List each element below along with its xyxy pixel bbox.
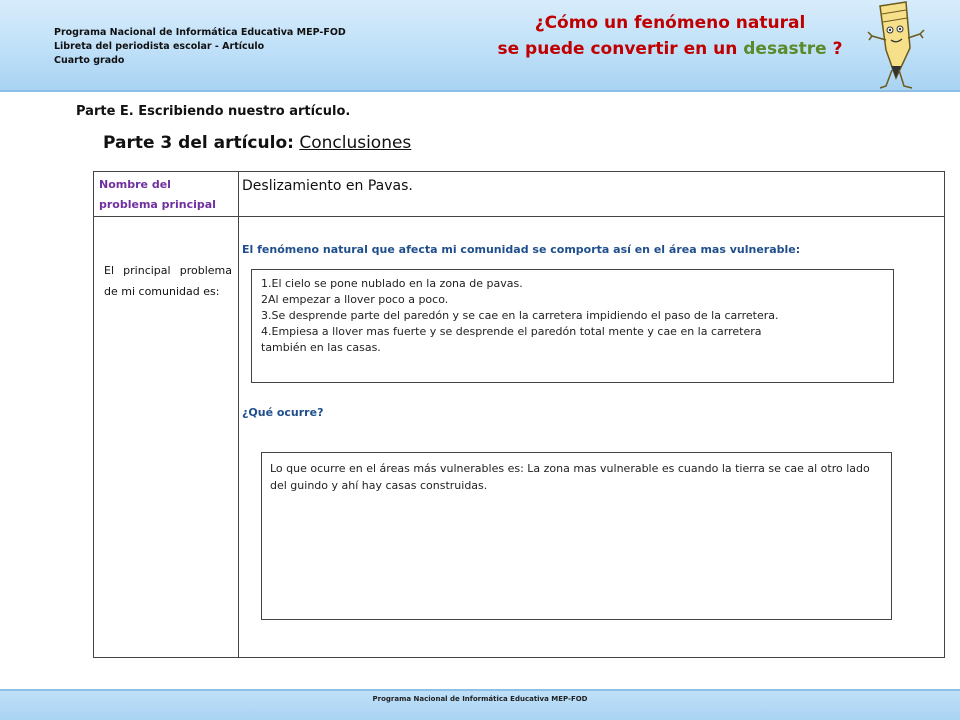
part3-label: Parte 3 del artículo:: [103, 133, 294, 153]
table-row-divider: [94, 216, 944, 217]
what-happens-label: ¿Qué ocurre?: [242, 406, 324, 419]
phenomenon-steps-box: [251, 269, 894, 383]
step-4: 4.Empiesa a llover mas fuerte y se desprende el paredón total mente y cae en la carretera: [261, 325, 762, 338]
notebook-name: Libreta del periodista escolar - Artículo: [54, 41, 265, 52]
problem-name-label: Nombre del problema principal: [99, 178, 216, 211]
article-table: [93, 171, 945, 658]
what-happens-box: Lo que ocurre en el áreas más vulnerables es: La zona mas vulnerable es cuando la tierra se cae al otro lado del guindo y ahí hay casas construidas.: [261, 452, 892, 620]
title-line-2: [420, 36, 920, 62]
title-line-2-suffix: ?: [826, 39, 843, 59]
principal-problem-label: El principal problema de mi comunidad es:: [104, 264, 232, 298]
phenomenon-label: El fenómeno natural que afecta mi comunidad se comporta así en el área mas vulnerable:: [242, 243, 801, 256]
pencil-character-icon: [866, 0, 926, 92]
step-3: 3.Se desprende parte del paredón y se cae en la carretera impidiendo el paso de la carretera.: [261, 309, 779, 322]
title-highlight: desastre: [743, 39, 827, 59]
part3-heading: [103, 133, 411, 153]
title-line-2-prefix: se puede convertir en un: [497, 39, 744, 59]
problem-name-value: Deslizamiento en Pavas.: [242, 178, 413, 194]
footer-band: [0, 689, 960, 720]
program-name: Programa Nacional de Informática Educativa MEP-FOD: [54, 27, 346, 38]
part-e-heading: Parte E. Escribiendo nuestro artículo.: [76, 104, 351, 119]
part3-conclusions: Conclusiones: [299, 133, 412, 153]
footer-text: Programa Nacional de Informática Educativa MEP-FOD: [372, 695, 588, 703]
step-1: 1.El cielo se pone nublado en la zona de pavas.: [261, 277, 523, 290]
main-title: [420, 10, 920, 62]
header-band: [0, 0, 960, 92]
grade-label: Cuarto grado: [54, 55, 125, 66]
step-2: 2Al empezar a llover poco a poco.: [261, 293, 449, 306]
program-info: [54, 26, 346, 68]
step-4-continued: también en las casas.: [261, 341, 381, 354]
table-column-divider: [238, 172, 239, 657]
title-line-1: ¿Cómo un fenómeno natural: [534, 13, 806, 33]
